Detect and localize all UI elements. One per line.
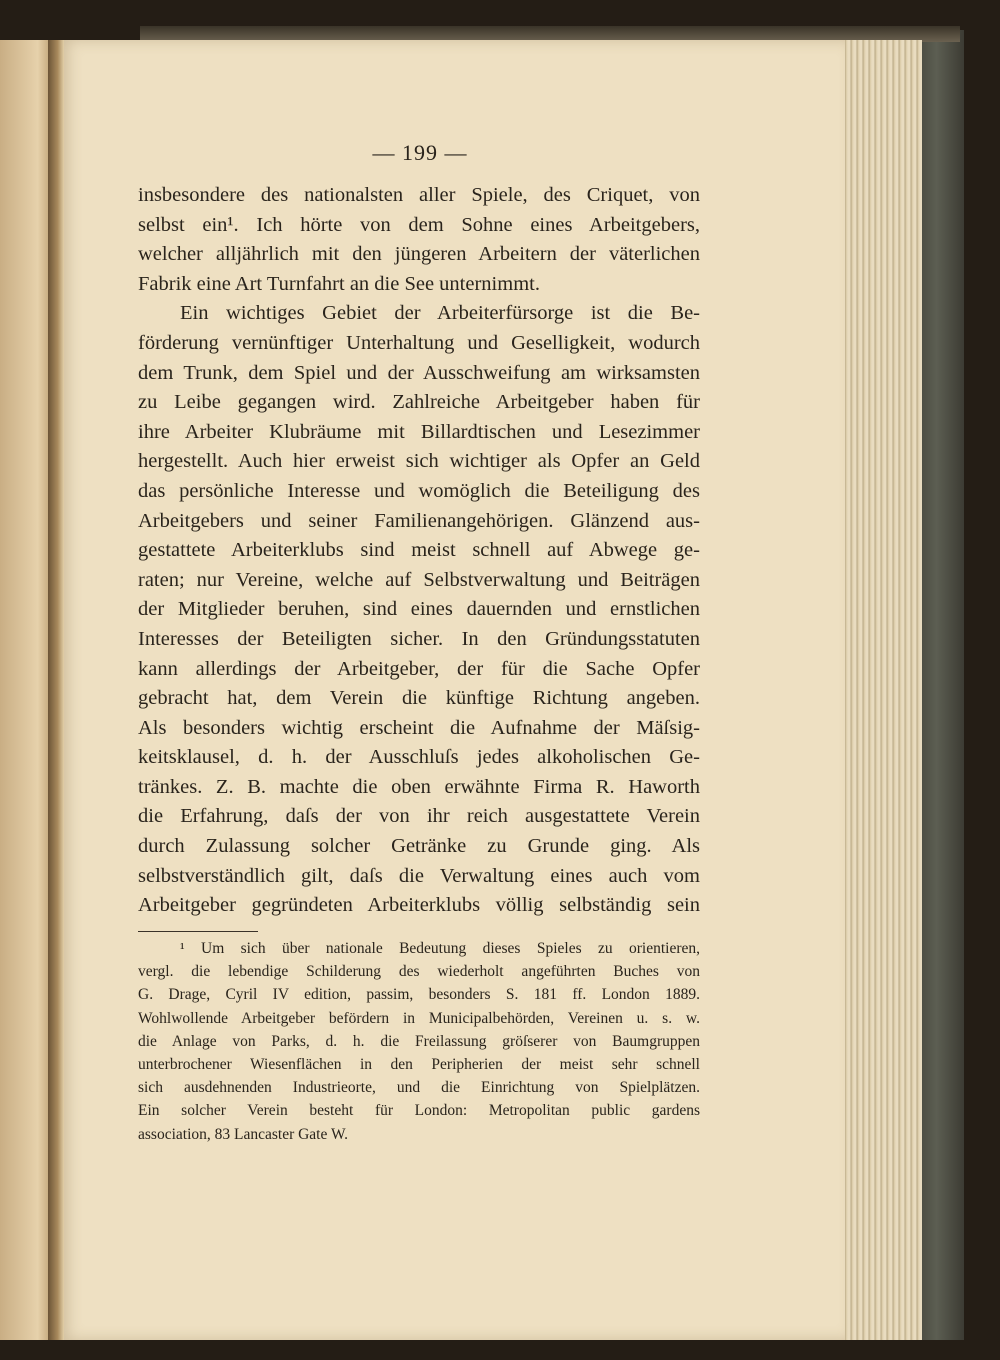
footnote-line: Wohlwollende Arbeitgeber befördern in Municipalbehörden, Vereinen u. s. w. — [138, 1009, 700, 1027]
body-line: ihre Arbeiter Klubräume mit Billardtischen und Lesezimmer — [138, 420, 700, 443]
body-line: die Erfahrung, daſs der von ihr reich ausgestattete Verein — [138, 805, 700, 828]
page-block-edges — [842, 40, 922, 1340]
body-line: keitsklausel, d. h. der Ausschluſs jedes alkoholischen Ge- — [138, 746, 700, 769]
body-text — [138, 181, 700, 921]
page-number: — 199 — — [372, 140, 468, 165]
body-line: Als besonders wichtig erscheint die Aufnahme der Mäſsig- — [138, 716, 700, 739]
footnote-line: association, 83 Lancaster Gate W. — [138, 1125, 349, 1143]
body-line: dem Trunk, dem Spiel und der Ausschweifung am wirksamsten — [138, 361, 700, 384]
body-line: Fabrik eine Art Turnfahrt an die See unternimmt. — [138, 272, 540, 295]
body-line: kann allerdings der Arbeitgeber, der für die Sache Opfer — [138, 657, 700, 680]
body-line: zu Leibe gegangen wird. Zahlreiche Arbeitgeber haben für — [138, 391, 700, 414]
body-line: gebracht hat, dem Verein die künftige Richtung angeben. — [138, 687, 700, 710]
body-line: insbesondere des nationalsten aller Spiele, des Criquet, von — [138, 184, 700, 206]
body-line: selbst ein¹. Ich hörte von dem Sohne eines Arbeitgebers, — [138, 213, 700, 236]
body-line: hergestellt. Auch hier erweist sich wichtiger als Opfer an Geld — [138, 450, 700, 473]
body-line: Arbeitgeber gegründeten Arbeiterklubs völlig selbständig sein — [138, 894, 700, 917]
footnotes — [138, 937, 700, 1146]
body-line: tränkes. Z. B. machte die oben erwähnte Firma R. Haworth — [138, 775, 700, 798]
body-line: durch Zulassung solcher Getränke zu Grunde ging. Als — [138, 835, 700, 858]
footnote-line: vergl. die lebendige Schilderung des wiederholt angeführten Buches von — [138, 963, 700, 981]
footnote-line: unterbrochener Wiesenflächen in den Peripherien der meist sehr schnell — [138, 1055, 700, 1073]
body-line: der Mitglieder beruhen, sind eines dauernden und ernstlichen — [138, 598, 700, 621]
body-line: Interesses der Beteiligten sicher. In den Gründungsstatuten — [138, 627, 700, 650]
body-line: selbstverständlich gilt, daſs die Verwaltung eines auch vom — [138, 864, 700, 887]
footnote-line: sich ausdehnenden Industrieorte, und die Einrichtung von Spielplätzen. — [138, 1079, 700, 1097]
footnote-line: die Anlage von Parks, d. h. die Freilassung gröſserer von Baumgruppen — [138, 1032, 700, 1050]
body-line: gestattete Arbeiterklubs sind meist schnell auf Abwege ge- — [138, 539, 700, 562]
body-line: Arbeitgebers und seiner Familienangehörigen. Glänzend aus- — [138, 509, 700, 532]
footnote-rule — [138, 931, 258, 932]
body-line: Ein wichtiges Gebiet der Arbeiterfürsorge ist die Be- — [180, 302, 700, 325]
footnote-line: ¹ Um sich über nationale Bedeutung dieses Spieles zu orientieren, — [180, 940, 700, 957]
body-line: welcher alljährlich mit den jüngeren Arbeitern der väterlichen — [138, 243, 700, 266]
footnote-line: Ein solcher Verein besteht für London: Metropolitan public gardens — [138, 1102, 700, 1120]
footnote-line: G. Drage, Cyril IV edition, passim, besonders S. 181 ff. London 1889. — [138, 986, 700, 1004]
body-line: förderung vernünftiger Unterhaltung und Geselligkeit, wodurch — [138, 331, 700, 354]
body-line: das persönliche Interesse und womöglich die Beteiligung des — [138, 479, 700, 502]
body-line: raten; nur Vereine, welche auf Selbstverwaltung und Beiträgen — [138, 568, 700, 591]
book-cover — [918, 30, 964, 1340]
book-gutter — [48, 40, 64, 1340]
left-page-edge — [0, 40, 54, 1340]
